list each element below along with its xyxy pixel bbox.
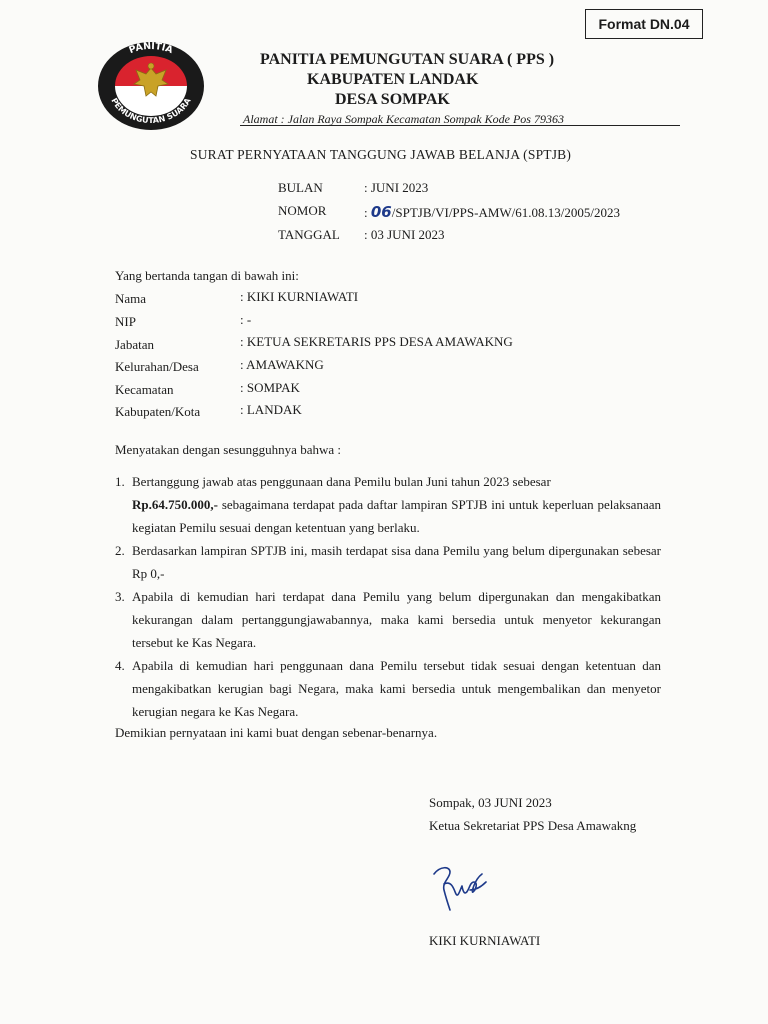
list-item-number: 3. <box>115 589 125 604</box>
header-line-3: DESA SOMPAK <box>335 91 450 108</box>
jabatan-value: : KETUA SEKRETARIS PPS DESA AMAWAKNG <box>240 334 513 349</box>
nip-value: : - <box>240 312 252 327</box>
closing-statement: Demikian pernyataan ini kami buat dengan sebenar-benarnya. <box>115 725 438 740</box>
list-item <box>115 585 661 654</box>
tanggal-value: : 03 JUNI 2023 <box>364 227 445 242</box>
list-item-body: Apabila di kemudian hari penggunaan dana Pemilu tersebut tidak sesuai dengan ketentuan dan mengakibatkan kerugian bagi Negara, maka kami bersedia untuk mengembalikan dan menyetor kerugian negara ke Kas Negara. <box>132 658 661 719</box>
header-line-2: KABUPATEN LANDAK <box>307 71 479 88</box>
list-item-body: Apabila di kemudian hari terdapat dana Pemilu yang belum dipergunakan dan mengakibatkan kekurangan dalam pertanggungjawabannya, maka kami bersedia untuk menyetor kekurangan tersebut ke Kas Negara. <box>132 589 661 650</box>
list-item-number: 1. <box>115 474 125 489</box>
jabatan-label: Jabatan <box>115 337 154 352</box>
signature-name: KIKI KURNIAWATI <box>429 933 541 948</box>
list-item-body: Berdasarkan lampiran SPTJB ini, masih terdapat sisa dana Pemilu yang belum dipergunakan sebesar Rp 0,- <box>132 543 661 581</box>
list-item-number: 2. <box>115 543 125 558</box>
nama-value: : KIKI KURNIAWATI <box>240 289 359 304</box>
list-item-line1: Bertanggung jawab atas penggunaan dana Pemilu bulan Juni tahun 2023 sebesar <box>132 474 551 489</box>
tanggal-label: TANGGAL <box>278 227 340 242</box>
logo-text-top: PANITIA <box>127 40 175 57</box>
nomor-prefix: : <box>364 205 371 220</box>
amount-value: Rp.64.750.000,- <box>132 497 218 512</box>
format-label-box: Format DN.04 <box>585 9 703 39</box>
kecamatan-value: : SOMPAK <box>240 380 300 395</box>
list-item <box>115 470 661 539</box>
pps-logo <box>96 40 206 132</box>
kabupaten-label: Kabupaten/Kota <box>115 404 201 419</box>
nip-label: NIP <box>115 314 136 329</box>
signature-place-date: Sompak, 03 JUNI 2023 <box>429 795 552 810</box>
header-address: Alamat : Jalan Raya Sompak Kecamatan Sompak Kode Pos 79363 <box>243 112 564 126</box>
declaration-intro: Menyatakan dengan sesungguhnya bahwa : <box>115 442 341 457</box>
bulan-label: BULAN <box>278 180 323 195</box>
kabupaten-value: : LANDAK <box>240 402 302 417</box>
logo-text-bottom: PEMUNGUTAN SUARA <box>109 96 193 126</box>
list-item-body <box>132 470 661 539</box>
signature-graphic <box>430 860 490 915</box>
intro-text: Yang bertanda tangan di bawah ini: <box>115 268 299 283</box>
list-item <box>115 539 661 585</box>
header-rule <box>240 125 680 126</box>
nama-label: Nama <box>115 291 147 306</box>
list-item <box>115 654 661 723</box>
nomor-value-wrap <box>364 203 620 221</box>
nomor-label: NOMOR <box>278 203 327 218</box>
list-item-rest: sebagaimana terdapat pada daftar lampiran SPTJB ini untuk keperluan pelaksanaan kegiatan Pemilu sesuai dengan ketentuan yang berlaku. <box>132 497 661 535</box>
list-item-number: 4. <box>115 658 125 673</box>
header-line-1: PANITIA PEMUNGUTAN SUARA ( PPS ) <box>260 51 555 68</box>
desa-value: : AMAWAKNG <box>240 357 324 372</box>
signature-role: Ketua Sekretariat PPS Desa Amawakng <box>429 818 637 833</box>
kecamatan-label: Kecamatan <box>115 382 174 397</box>
nomor-value: /SPTJB/VI/PPS-AMW/61.08.13/2005/2023 <box>391 205 621 220</box>
desa-label: Kelurahan/Desa <box>115 359 199 374</box>
nomor-handwritten: 06 <box>370 203 392 221</box>
document-title: SURAT PERNYATAAN TANGGUNG JAWAB BELANJA (SPTJB) <box>190 147 572 162</box>
bulan-value: : JUNI 2023 <box>364 180 429 195</box>
